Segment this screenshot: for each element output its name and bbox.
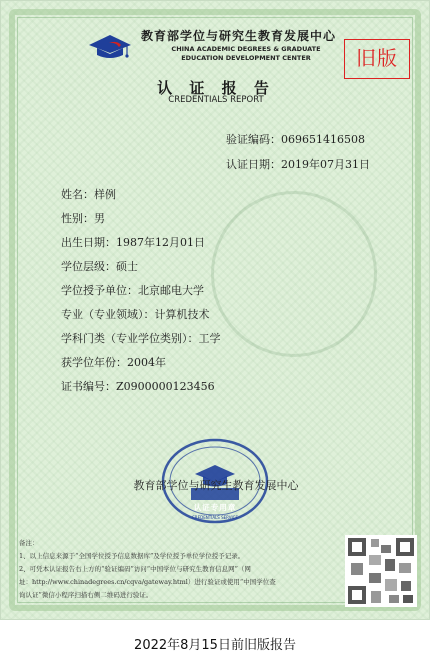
- image-caption: 2022年8月15日前旧版报告: [134, 638, 296, 653]
- remarks-line: 2、可凭本认证报告右上方的“验证编码”访问“中国学位与研究生教育信息网”（网: [19, 565, 251, 573]
- remarks-line: 1、以上信息来源于“全国学位授予信息数据库”及学位授予单位学位授予记录。: [19, 552, 245, 560]
- qr-code-icon[interactable]: [345, 535, 417, 607]
- remarks-line: 询认证”微信小程序扫描右侧二维码进行验证。: [19, 591, 153, 599]
- remarks: [19, 537, 337, 602]
- field-awarding-institution: 学位授予单位：北京邮电大学: [61, 284, 204, 297]
- field-major: 专业（专业领域）：计算机技术: [61, 308, 210, 321]
- verify-code: 验证编码：069651416508: [226, 133, 365, 146]
- field-degree-year: 获学位年份：2004年: [61, 356, 166, 369]
- org-name-en-line2: EDUCATION DEVELOPMENT CENTER: [181, 54, 311, 62]
- remarks-line: 址：http://www.chinadegrees.cn/cqva/gateway.html）进行验证或使用“中国学位查: [19, 578, 276, 586]
- remarks-heading: 备注：: [19, 539, 39, 547]
- field-degree-level: 学位层级：硕士: [61, 260, 138, 273]
- issuer-name: 教育部学位与研究生教育发展中心: [133, 479, 299, 492]
- background-watermark: [211, 191, 377, 357]
- cdgdc-logo-icon: [87, 31, 133, 61]
- field-discipline: 学科门类（专业学位类别）：工学: [61, 332, 221, 345]
- field-gender: 性别：男: [61, 212, 105, 225]
- verify-date: 认证日期：2019年07月31日: [226, 158, 370, 171]
- old-version-stamp: 旧版: [344, 39, 410, 79]
- field-birthdate: 出生日期：1987年12月01日: [61, 236, 205, 249]
- org-name-en-line1: CHINA ACADEMIC DEGREES & GRADUATE: [171, 45, 321, 53]
- field-certificate-number: 证书编号：Z0900000123456: [61, 380, 215, 393]
- seal-inner-en: CREDENTIALS SERVICE: [192, 515, 238, 520]
- org-name-cn: 教育部学位与研究生教育发展中心: [141, 29, 337, 43]
- seal-inner-text: 认证专用章: [193, 503, 237, 512]
- field-name: 姓名：样例: [61, 188, 116, 201]
- report-title-en: CREDENTIALS REPORT: [168, 95, 264, 105]
- report-title-cn: 认 证 报 告: [157, 79, 275, 97]
